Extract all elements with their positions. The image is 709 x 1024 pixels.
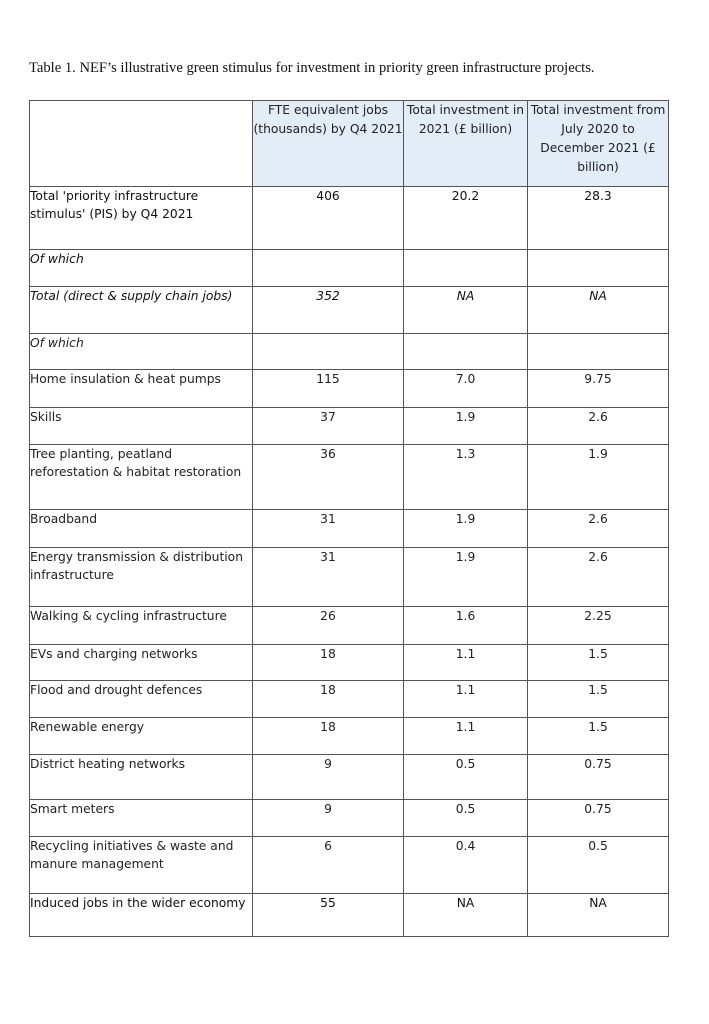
row-invtotal: 1.5	[528, 645, 669, 681]
row-label: Skills	[30, 408, 253, 445]
header-blank-cell	[30, 101, 253, 187]
row-jobs: 9	[253, 800, 404, 837]
row-inv2021: 0.5	[404, 755, 528, 800]
row-inv2021	[404, 250, 528, 287]
row-inv2021: 1.9	[404, 548, 528, 607]
row-invtotal: 2.6	[528, 548, 669, 607]
row-jobs	[253, 250, 404, 287]
row-invtotal: 2.25	[528, 607, 669, 645]
row-invtotal: 0.75	[528, 755, 669, 800]
row-jobs: 406	[253, 187, 404, 250]
table-row	[30, 755, 669, 800]
row-label: District heating networks	[30, 755, 253, 800]
row-inv2021: 0.5	[404, 800, 528, 837]
table-row	[30, 800, 669, 837]
table-row	[30, 187, 669, 250]
table-row	[30, 334, 669, 370]
row-invtotal	[528, 334, 669, 370]
row-invtotal: 2.6	[528, 510, 669, 548]
table-row	[30, 250, 669, 287]
row-inv2021: 7.0	[404, 370, 528, 408]
row-inv2021: 1.1	[404, 718, 528, 755]
row-invtotal: 1.9	[528, 445, 669, 510]
header-row	[30, 101, 669, 187]
table-row	[30, 718, 669, 755]
row-invtotal: NA	[528, 287, 669, 334]
row-inv2021: 0.4	[404, 837, 528, 894]
table-row	[30, 645, 669, 681]
row-invtotal: 9.75	[528, 370, 669, 408]
table-row	[30, 510, 669, 548]
header-fte-jobs: FTE equivalent jobs (thousands) by Q4 2021	[253, 101, 404, 187]
row-jobs: 18	[253, 718, 404, 755]
row-inv2021: 20.2	[404, 187, 528, 250]
table-row	[30, 837, 669, 894]
table-row	[30, 445, 669, 510]
row-label: Energy transmission & distribution infrastructure	[30, 548, 253, 607]
row-inv2021: 1.1	[404, 681, 528, 718]
table-row	[30, 287, 669, 334]
row-invtotal: 2.6	[528, 408, 669, 445]
row-jobs: 352	[253, 287, 404, 334]
row-inv2021: NA	[404, 287, 528, 334]
table-caption: Table 1. NEF’s illustrative green stimulus for investment in priority green infrastructure projects.	[29, 60, 595, 76]
row-label: Induced jobs in the wider economy	[30, 894, 253, 937]
row-jobs: 36	[253, 445, 404, 510]
row-label: Broadband	[30, 510, 253, 548]
row-invtotal	[528, 250, 669, 287]
row-label: Of which	[30, 250, 253, 287]
row-invtotal: 0.75	[528, 800, 669, 837]
row-invtotal: 1.5	[528, 681, 669, 718]
row-label: Walking & cycling infrastructure	[30, 607, 253, 645]
row-jobs: 26	[253, 607, 404, 645]
table-row	[30, 681, 669, 718]
table-row	[30, 548, 669, 607]
row-jobs: 6	[253, 837, 404, 894]
table-row	[30, 370, 669, 408]
row-label: Renewable energy	[30, 718, 253, 755]
row-inv2021: 1.9	[404, 510, 528, 548]
row-label: Of which	[30, 334, 253, 370]
row-inv2021: 1.6	[404, 607, 528, 645]
header-investment-total: Total investment from July 2020 to December 2021 (£ billion)	[528, 101, 669, 187]
row-inv2021: 1.9	[404, 408, 528, 445]
row-label: Recycling initiatives & waste and manure management	[30, 837, 253, 894]
row-jobs	[253, 334, 404, 370]
row-jobs: 31	[253, 548, 404, 607]
green-stimulus-table	[29, 100, 669, 937]
header-investment-2021: Total investment in 2021 (£ billion)	[404, 101, 528, 187]
row-jobs: 18	[253, 645, 404, 681]
row-invtotal: NA	[528, 894, 669, 937]
row-jobs: 55	[253, 894, 404, 937]
row-label: Total 'priority infrastructure stimulus' (PIS) by Q4 2021	[30, 187, 253, 250]
table-row	[30, 894, 669, 937]
row-invtotal: 28.3	[528, 187, 669, 250]
row-jobs: 18	[253, 681, 404, 718]
row-invtotal: 1.5	[528, 718, 669, 755]
row-label: Flood and drought defences	[30, 681, 253, 718]
row-label: Total (direct & supply chain jobs)	[30, 287, 253, 334]
row-jobs: 9	[253, 755, 404, 800]
row-label: Smart meters	[30, 800, 253, 837]
row-inv2021: NA	[404, 894, 528, 937]
row-inv2021: 1.3	[404, 445, 528, 510]
table-row	[30, 408, 669, 445]
row-label: Tree planting, peatland reforestation & habitat restoration	[30, 445, 253, 510]
row-invtotal: 0.5	[528, 837, 669, 894]
row-jobs: 31	[253, 510, 404, 548]
row-jobs: 37	[253, 408, 404, 445]
row-label: Home insulation & heat pumps	[30, 370, 253, 408]
row-inv2021	[404, 334, 528, 370]
row-label: EVs and charging networks	[30, 645, 253, 681]
row-inv2021: 1.1	[404, 645, 528, 681]
row-jobs: 115	[253, 370, 404, 408]
table-row	[30, 607, 669, 645]
